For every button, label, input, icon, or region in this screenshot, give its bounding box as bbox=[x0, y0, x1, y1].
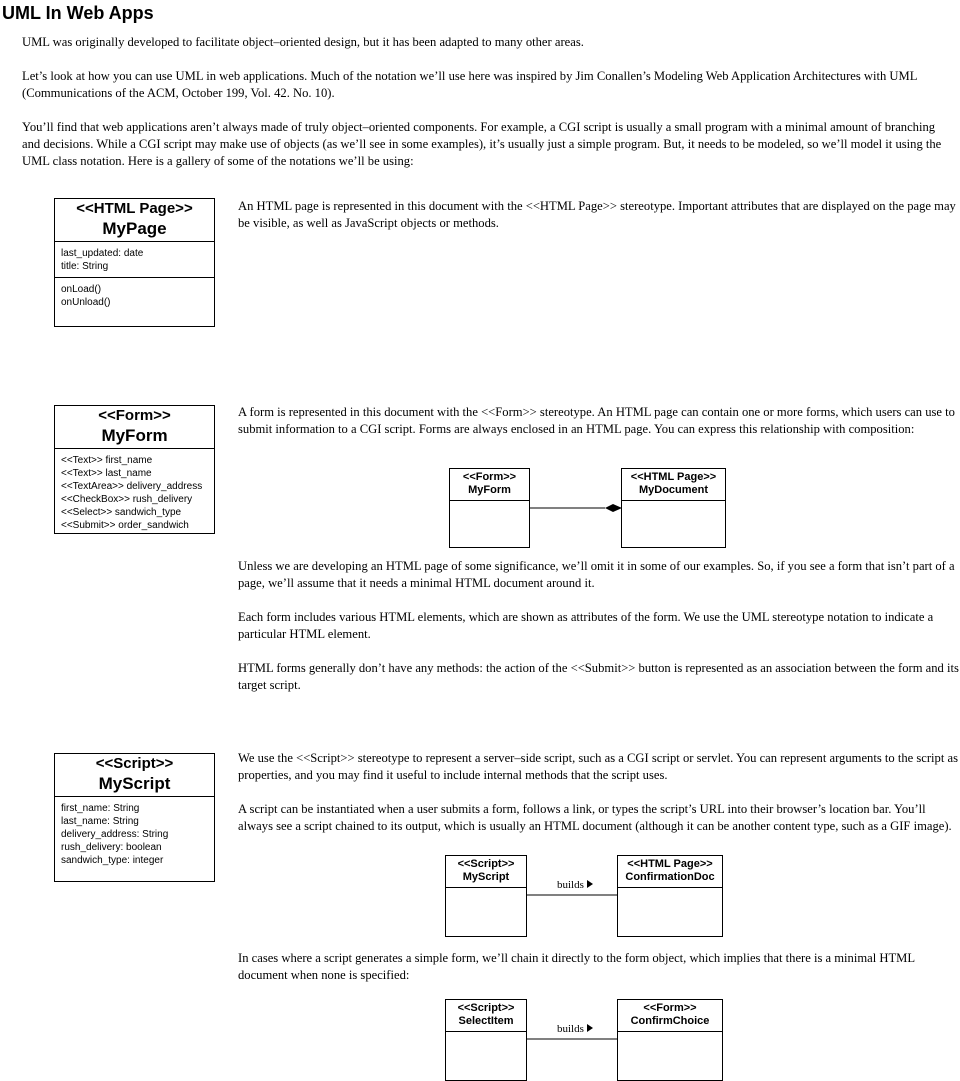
diagram-box-header bbox=[618, 856, 722, 888]
diagram-box-header bbox=[446, 856, 526, 888]
confirmchoice-diagram-box bbox=[617, 999, 723, 1081]
html-document-diagram-box bbox=[621, 468, 726, 548]
composition-connector bbox=[529, 502, 623, 514]
attribute-row: <<Submit>> order_sandwich bbox=[61, 520, 189, 531]
attribute-row: <<Text>> first_name bbox=[61, 455, 153, 466]
composition-diamond-icon bbox=[605, 504, 622, 512]
class-attributes bbox=[55, 242, 214, 278]
attribute-row: sandwich_type: integer bbox=[61, 855, 164, 866]
class-stereotype: <<Form>> bbox=[98, 407, 171, 424]
class-stereotype: <<Script>> bbox=[95, 755, 174, 772]
diagram-box-header bbox=[618, 1000, 722, 1032]
html-page-description: An HTML page is represented in this document with the <<HTML Page>> stereotype. Important attributes that are displayed on the page may be visible, as well as JavaScript objects or methods. bbox=[238, 199, 956, 230]
form-paragraph-4: HTML forms generally don’t have any methods: the action of the <<Submit>> button is represented as an association between the form and its target script. bbox=[238, 661, 959, 692]
diagram-stereotype: <<Form>> bbox=[643, 1002, 697, 1014]
class-attributes bbox=[55, 449, 214, 536]
builds-label-text: builds bbox=[557, 879, 584, 891]
diagram-stereotype: <<Script>> bbox=[457, 1002, 515, 1014]
method-row: onUnload() bbox=[61, 297, 111, 308]
attribute-row: last_updated: date bbox=[61, 248, 144, 259]
attribute-row: delivery_address: String bbox=[61, 829, 169, 840]
builds-connector bbox=[526, 1037, 617, 1041]
builds-label-text: builds bbox=[557, 1023, 584, 1035]
diagram-class-name: MyScript bbox=[462, 871, 510, 883]
myscript-diagram-box bbox=[445, 855, 527, 937]
class-attributes bbox=[55, 797, 214, 871]
script-class-box bbox=[54, 753, 215, 882]
direction-arrow-icon bbox=[586, 879, 594, 889]
intro-paragraph-1: UML was originally developed to facilitate object–oriented design, but it has been adapted to many other areas. bbox=[22, 35, 584, 49]
confirmationdoc-diagram-box bbox=[617, 855, 723, 937]
class-name: MyScript bbox=[98, 774, 171, 793]
attribute-row: first_name: String bbox=[61, 803, 140, 814]
class-box-header bbox=[55, 199, 214, 242]
builds-connector bbox=[526, 893, 617, 897]
builds-label bbox=[557, 879, 594, 891]
diagram-class-name: MyForm bbox=[468, 484, 511, 496]
attribute-row: <<CheckBox>> rush_delivery bbox=[61, 494, 193, 505]
class-name: MyPage bbox=[102, 219, 167, 238]
class-box-header bbox=[55, 754, 214, 797]
diagram-box-header bbox=[622, 469, 725, 501]
diagram-stereotype: <<Script>> bbox=[457, 858, 515, 870]
diagram-class-name: ConfirmationDoc bbox=[625, 871, 715, 883]
class-name: MyForm bbox=[101, 426, 168, 445]
method-row: onLoad() bbox=[61, 284, 102, 295]
attribute-row: rush_delivery: boolean bbox=[61, 842, 162, 853]
attribute-row: last_name: String bbox=[61, 816, 139, 827]
attribute-row: <<Select>> sandwich_type bbox=[61, 507, 182, 518]
attribute-row: title: String bbox=[61, 261, 109, 272]
direction-arrow-icon bbox=[586, 1023, 594, 1033]
diagram-class-name: SelectItem bbox=[458, 1015, 514, 1027]
diagram-stereotype: <<HTML Page>> bbox=[630, 471, 717, 483]
form-paragraph-2: Unless we are developing an HTML page of some significance, we’ll omit it in some of our examples. So, if you see a form that isn’t part of a page, we’ll assume that it needs a minimal HTML document around it. bbox=[238, 559, 955, 590]
diagram-stereotype: <<HTML Page>> bbox=[627, 858, 713, 870]
class-stereotype: <<HTML Page>> bbox=[76, 200, 193, 217]
intro-paragraph-3: You’ll find that web applications aren’t always made of truly object–oriented components. For example, a CGI script is usually a small program with a minimal amount of branching and decisions. While a CGI script may make use of objects (as we’ll see in some examples), it’s usually just a simple program. But, it needs to be modeled, so we’ll model it using the UML class notation. Here is a gallery of some of the notations we’ll be using: bbox=[22, 120, 942, 168]
form-paragraph-3: Each form includes various HTML elements, which are shown as attributes of the form. We use the UML stereotype notation to indicate a particular HTML element. bbox=[238, 610, 934, 641]
builds-label bbox=[557, 1023, 594, 1035]
diagram-class-name: MyDocument bbox=[638, 484, 709, 496]
intro-paragraph-2: Let’s look at how you can use UML in web applications. Much of the notation we’ll use here was inspired by Jim Conallen’s Modeling Web Application Architectures with UML (Communications of the ACM, October 199, Vol. 42. No. 10). bbox=[22, 69, 917, 100]
script-paragraph-2: A script can be instantiated when a user submits a form, follows a link, or types the script’s URL into their browser’s location bar. You’ll always see a script chained to its output, which is usually an HTML document (although it can be another content type, such as a GIF image). bbox=[238, 802, 952, 833]
page-title: UML In Web Apps bbox=[2, 3, 154, 23]
script-description: We use the <<Script>> stereotype to represent a server–side script, such as a CGI script or servlet. You can represent arguments to the script as properties, and you may find it useful to include internal methods that the script uses. bbox=[238, 751, 958, 782]
form-diagram-box bbox=[449, 468, 530, 548]
selectitem-diagram-box bbox=[445, 999, 527, 1081]
class-methods bbox=[55, 278, 214, 313]
attribute-row: <<TextArea>> delivery_address bbox=[61, 481, 203, 492]
diagram-class-name: ConfirmChoice bbox=[630, 1015, 710, 1027]
html-page-class-box bbox=[54, 198, 215, 327]
form-class-box bbox=[54, 405, 215, 534]
class-box-header bbox=[55, 406, 214, 449]
script-paragraph-3: In cases where a script generates a simple form, we’ll chain it directly to the form object, which implies that there is a minimal HTML document when none is specified: bbox=[238, 951, 915, 982]
attribute-row: <<Text>> last_name bbox=[61, 468, 152, 479]
form-description: A form is represented in this document with the <<Form>> stereotype. An HTML page can contain one or more forms, which users can use to submit information to a CGI script. Forms are always enclosed in an HTML page. You can express this relationship with composition: bbox=[238, 405, 955, 436]
diagram-box-header bbox=[450, 469, 529, 501]
diagram-box-header bbox=[446, 1000, 526, 1032]
diagram-stereotype: <<Form>> bbox=[462, 471, 517, 483]
